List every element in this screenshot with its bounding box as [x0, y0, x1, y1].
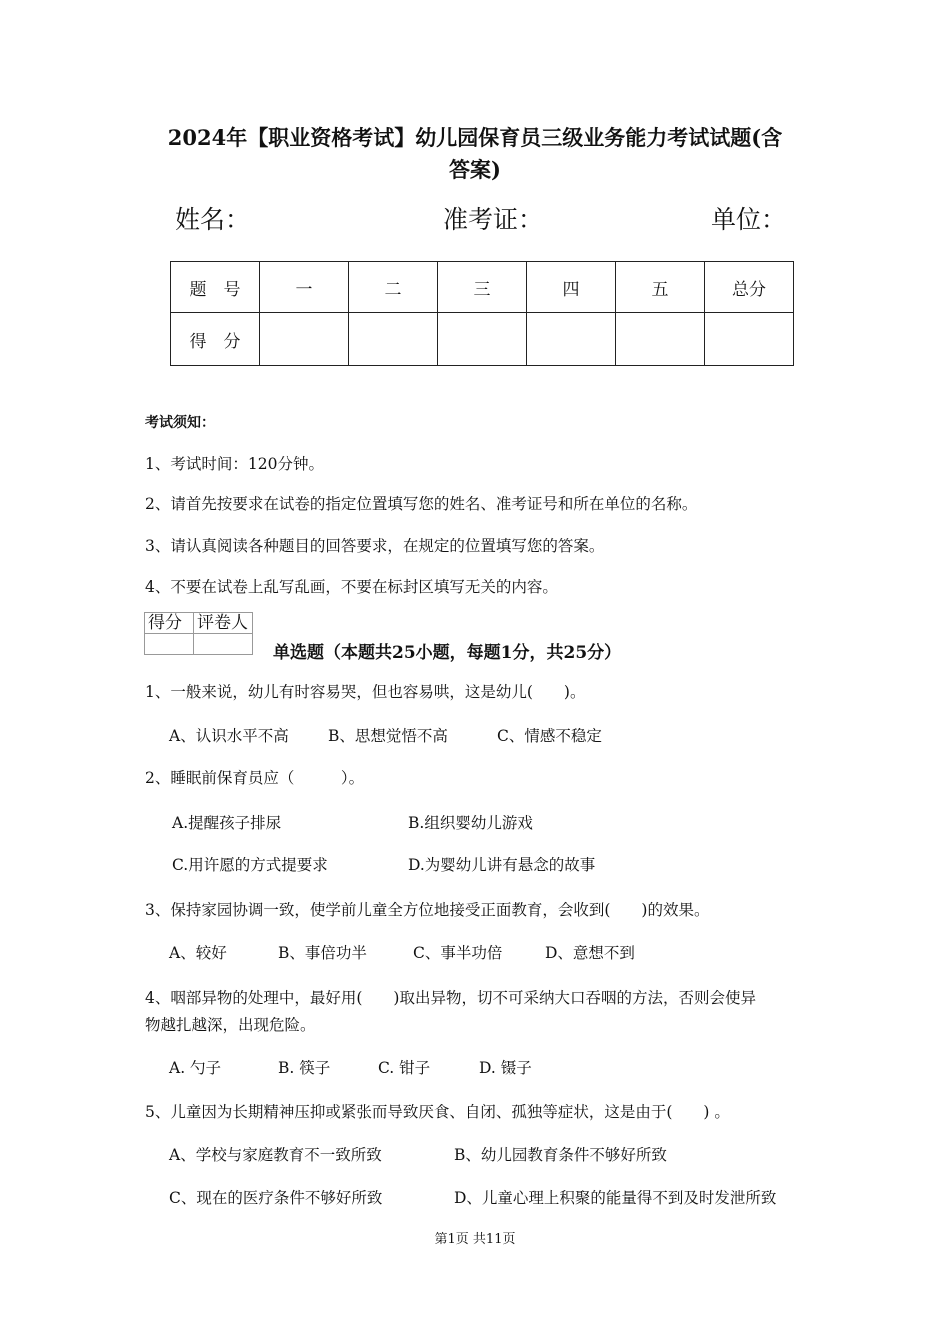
exam-number-field-label: 准考证： [443, 205, 544, 234]
grader-score-label: 得分 [145, 613, 194, 634]
notice-item: 4、不要在试卷上乱写乱画，不要在标封区填写无关的内容。 [145, 578, 558, 596]
score-cell[interactable] [705, 313, 794, 366]
score-cell[interactable] [527, 313, 616, 366]
grader-score-cell[interactable] [145, 634, 194, 655]
title-line-2: 答案) [449, 157, 501, 182]
question-stem: 3、保持家园协调一致，使学前儿童全方位地接受正面教育，会收到( )的效果。 [145, 901, 710, 919]
grader-box [144, 612, 253, 655]
notice-item: 2、请首先按要求在试卷的指定位置填写您的姓名、准考证号和所在单位的名称。 [145, 495, 698, 513]
question-option: C、现在的医疗条件不够好所致 [169, 1189, 383, 1207]
question-option: B、事倍功半 [278, 944, 367, 962]
question-stem: 5、儿童因为长期精神压抑或紧张而导致厌食、自闭、孤独等症状，这是由于( ) 。 [145, 1103, 730, 1121]
question-option: C、事半功倍 [413, 944, 503, 962]
question-option: A.提醒孩子排尿 [172, 814, 282, 832]
score-table-header-cell: 四 [527, 262, 616, 313]
score-cell[interactable] [438, 313, 527, 366]
score-table-header-cell: 三 [438, 262, 527, 313]
question-option: A. 勺子 [169, 1059, 222, 1077]
question-stem: 2、睡眠前保育员应（ ）。 [145, 769, 365, 787]
notice-heading: 考试须知： [145, 415, 215, 431]
page-footer: 第1页 共11页 [434, 1232, 516, 1247]
score-table-score-row [171, 313, 794, 366]
question-option: C.用许愿的方式提要求 [172, 856, 328, 874]
score-table-row-label: 得 分 [171, 313, 260, 366]
question-stem-continued: 物越扎越深，出现危险。 [145, 1016, 316, 1034]
question-option: D. 镊子 [479, 1059, 532, 1077]
question-stem: 1、一般来说，幼儿有时容易哭，但也容易哄，这是幼儿( )。 [145, 683, 586, 701]
candidate-fields [175, 200, 790, 240]
question-option: B、思想觉悟不高 [328, 727, 448, 745]
score-cell[interactable] [260, 313, 349, 366]
grader-name-cell[interactable] [194, 634, 253, 655]
grader-name-label: 评卷人 [194, 613, 253, 634]
notice-item: 3、请认真阅读各种题目的回答要求，在规定的位置填写您的答案。 [145, 537, 605, 555]
question-option: C、情感不稳定 [497, 727, 602, 745]
score-table-header-cell: 总分 [705, 262, 794, 313]
score-table-header-cell: 题 号 [171, 262, 260, 313]
score-table-header-cell: 一 [260, 262, 349, 313]
question-option: A、认识水平不高 [169, 727, 289, 745]
question-option: B. 筷子 [278, 1059, 331, 1077]
question-option: D、意想不到 [545, 944, 635, 962]
question-option: B、幼儿园教育条件不够好所致 [454, 1146, 667, 1164]
question-option: A、学校与家庭教育不一致所致 [169, 1146, 382, 1164]
question-stem: 4、咽部异物的处理中，最好用( )取出异物，切不可采纳大口吞咽的方法，否则会使异 [145, 989, 756, 1007]
unit-field-label: 单位： [711, 205, 787, 234]
score-table [170, 261, 794, 366]
title-line-1: 2024年【职业资格考试】幼儿园保育员三级业务能力考试试题(含 [167, 125, 783, 150]
score-cell[interactable] [349, 313, 438, 366]
question-option: D、儿童心理上积聚的能量得不到及时发泄所致 [454, 1189, 777, 1207]
question-option: C. 钳子 [378, 1059, 431, 1077]
score-table-header-cell: 二 [349, 262, 438, 313]
question-option: A、较好 [169, 944, 227, 962]
score-cell[interactable] [616, 313, 705, 366]
question-option: D.为婴幼儿讲有悬念的故事 [408, 856, 596, 874]
notice-item: 1、考试时间：120分钟。 [145, 455, 324, 473]
name-field-label: 姓名： [175, 205, 251, 234]
section-title: 单选题（本题共25小题，每题1分，共25分） [273, 643, 622, 663]
score-table-header-cell: 五 [616, 262, 705, 313]
score-table-header-row [171, 262, 794, 313]
question-option: B.组织婴幼儿游戏 [408, 814, 533, 832]
